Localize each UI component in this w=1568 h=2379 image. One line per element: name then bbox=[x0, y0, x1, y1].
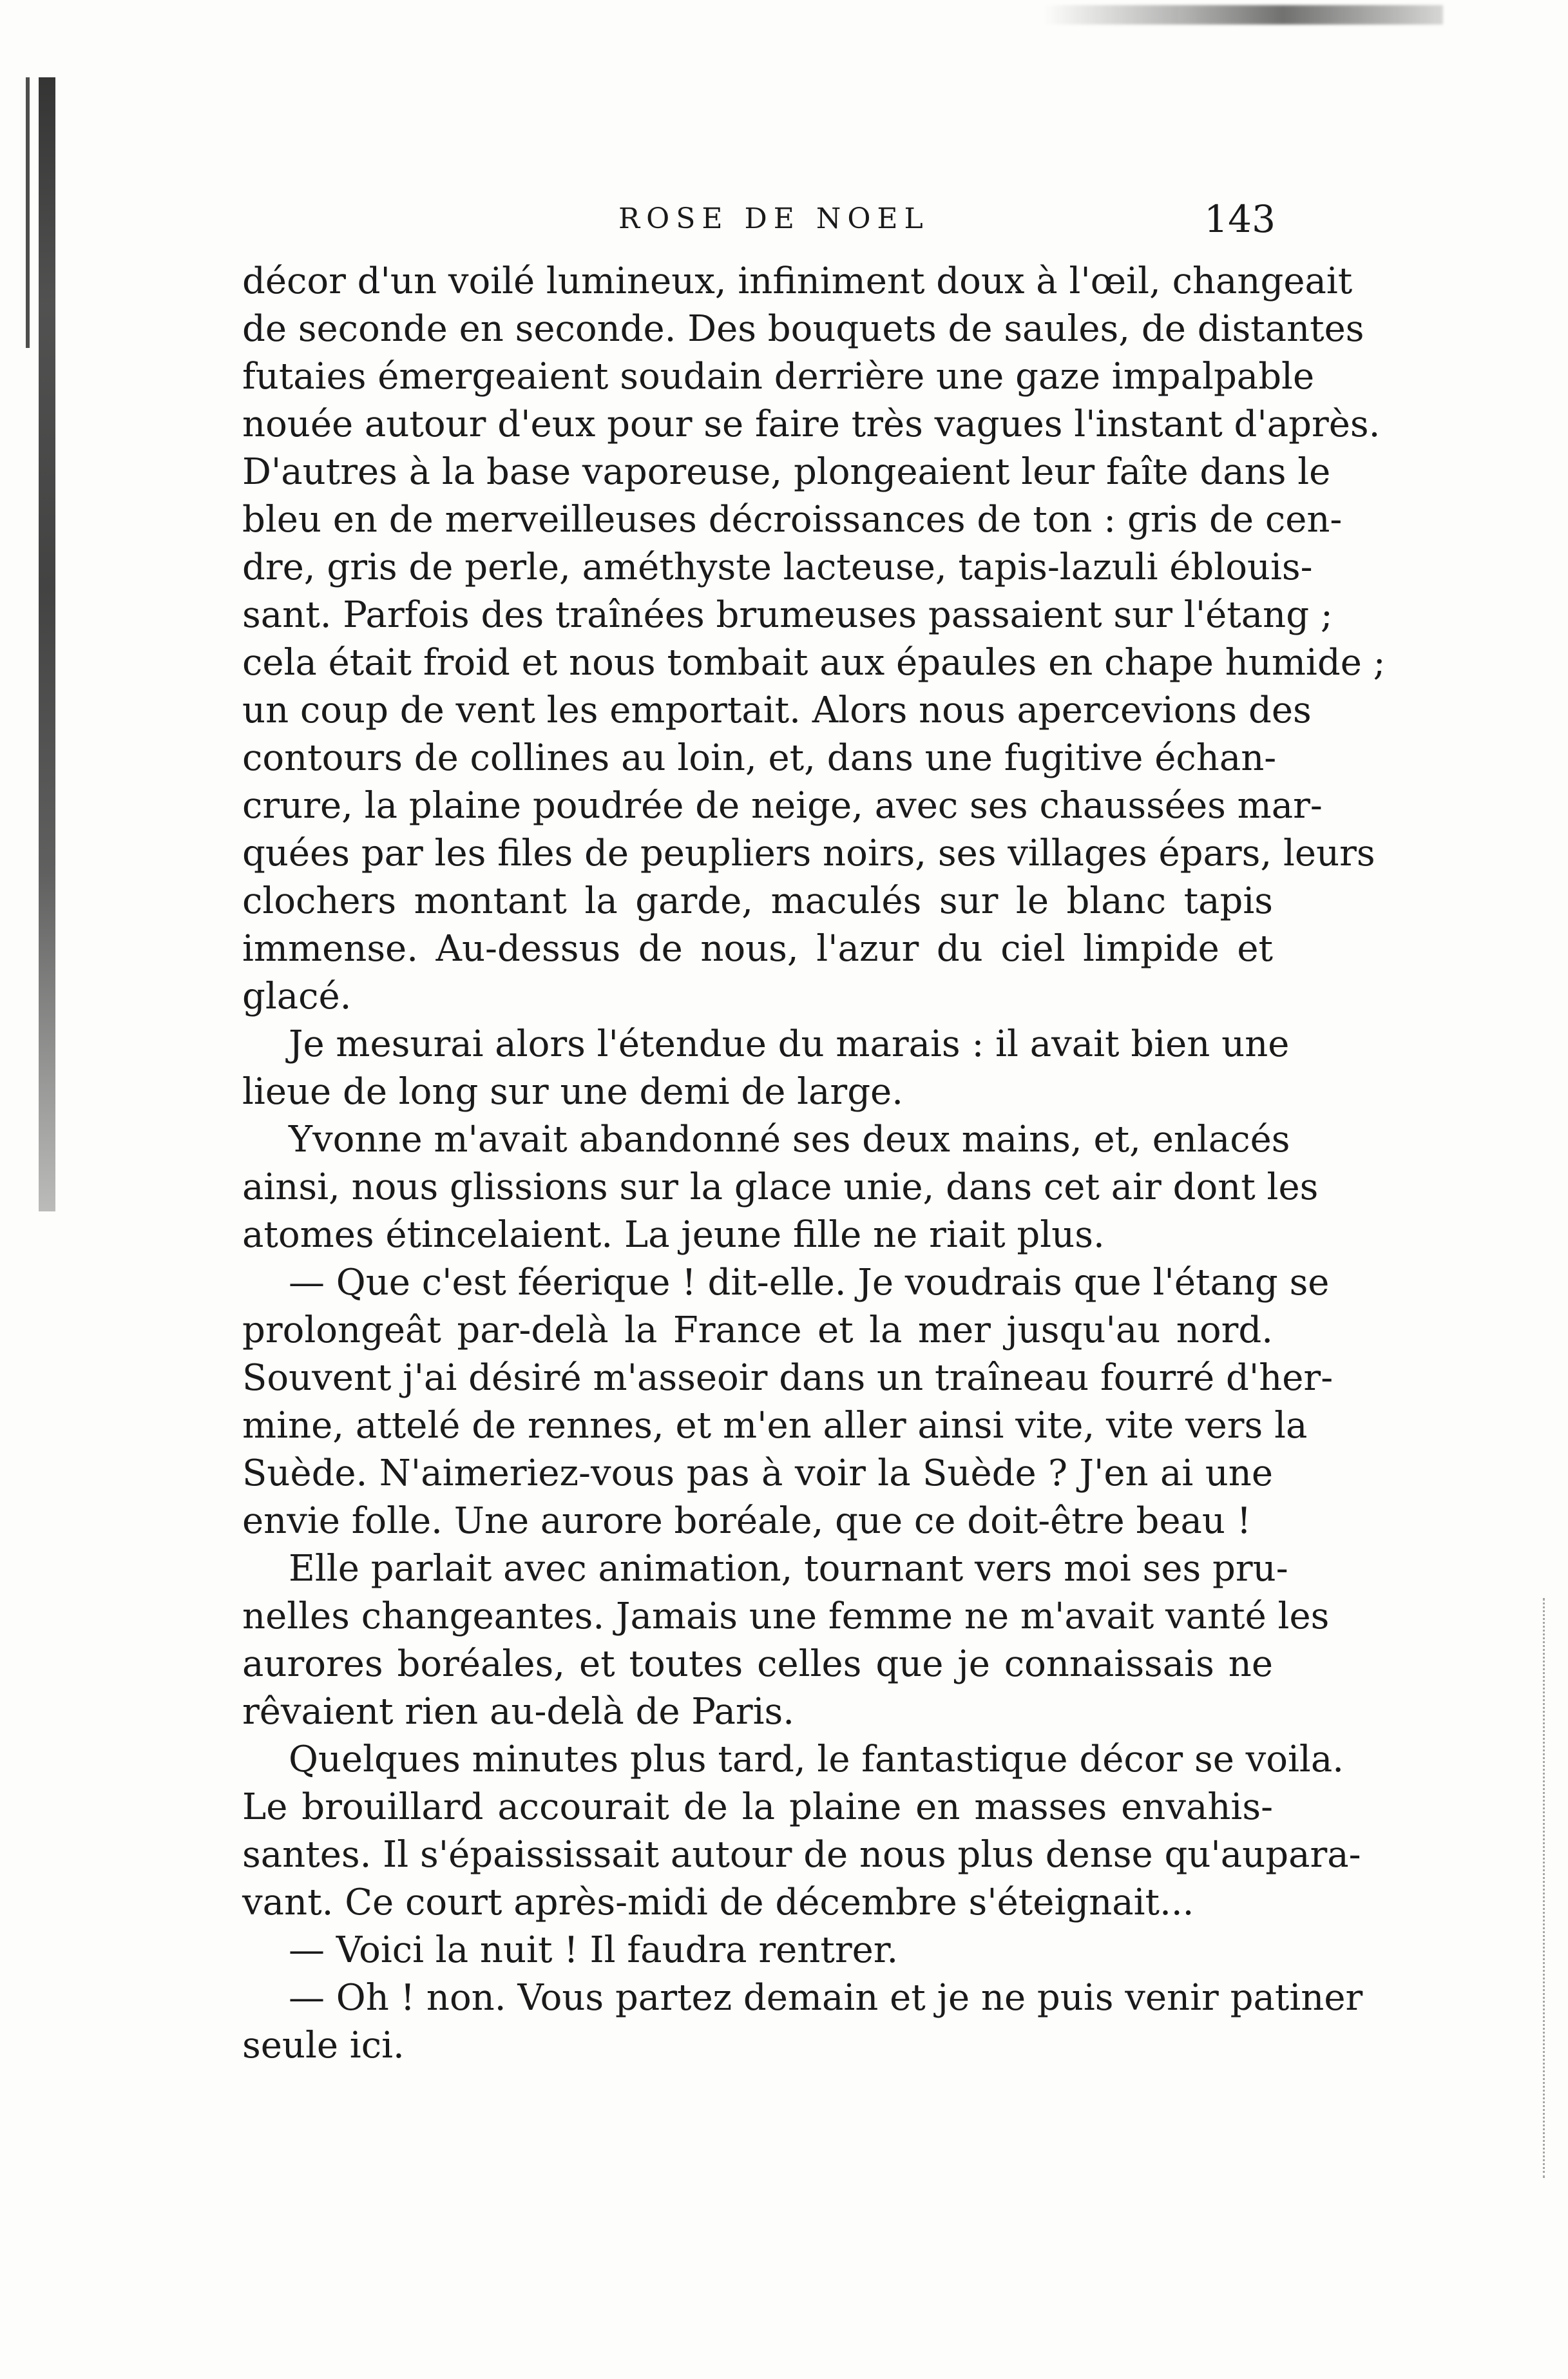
binding-shadow bbox=[39, 77, 55, 1211]
text-line: mine, attelé de rennes, et m'en aller ainsi vite, vite vers la bbox=[242, 1405, 1308, 1447]
text-line: seule ici. bbox=[242, 2025, 405, 2066]
text-line: nouée autour d'eux pour se faire très vagues l'instant d'après. bbox=[242, 403, 1381, 445]
text-line: rêvaient rien au-delà de Paris. bbox=[242, 1691, 795, 1733]
text-line: un coup de vent les emportait. Alors nous apercevions des bbox=[242, 689, 1312, 731]
text-line: glacé. bbox=[242, 976, 352, 1017]
text-line: Souvent j'ai désiré m'asseoir dans un traîneau fourré d'her- bbox=[242, 1357, 1334, 1399]
text-line: Le brouillard accourait de la plaine en masses envahis- bbox=[242, 1786, 1273, 1828]
text-line: crure, la plaine poudrée de neige, avec ses chaussées mar- bbox=[242, 785, 1323, 827]
text-line: ainsi, nous glissions sur la glace unie, dans cet air dont les bbox=[242, 1166, 1319, 1208]
text-line: santes. Il s'épaississait autour de nous plus dense qu'aupara- bbox=[242, 1834, 1361, 1876]
text-line: aurores boréales, et toutes celles que je connaissais ne bbox=[242, 1643, 1273, 1685]
text-line: nelles changeantes. Jamais une femme ne m'avait vanté les bbox=[242, 1595, 1330, 1637]
text-line: clochers montant la garde, maculés sur le blanc tapis bbox=[242, 880, 1273, 922]
text-line: immense. Au-dessus de nous, l'azur du ciel limpide et bbox=[242, 928, 1273, 970]
page-number: 143 bbox=[1204, 197, 1276, 241]
text-line: quées par les files de peupliers noirs, ses villages épars, leurs bbox=[242, 833, 1375, 874]
text-line: cela était froid et nous tombait aux épaules en chape humide ; bbox=[242, 642, 1386, 684]
text-line: décor d'un voilé lumineux, infiniment doux à l'œil, changeait bbox=[242, 260, 1353, 302]
text-line: — Que c'est féerique ! dit-elle. Je voudrais que l'étang se bbox=[289, 1262, 1330, 1304]
text-line: D'autres à la base vaporeuse, plongeaient leur faîte dans le bbox=[242, 451, 1331, 493]
page-header bbox=[245, 197, 1276, 249]
binding-shadow-edge bbox=[26, 77, 30, 348]
text-line: futaies émergeaient soudain derrière une gaze impalpable bbox=[242, 356, 1315, 398]
text-line: Quelques minutes plus tard, le fantastique décor se voila. bbox=[289, 1738, 1344, 1780]
text-line: Je mesurai alors l'étendue du marais : il avait bien une bbox=[289, 1023, 1290, 1065]
text-line: dre, gris de perle, améthyste lacteuse, tapis-lazuli éblouis- bbox=[242, 546, 1313, 588]
scan-smudge bbox=[1044, 5, 1443, 24]
text-line: — Oh ! non. Vous partez demain et je ne puis venir patiner bbox=[289, 1977, 1363, 2019]
text-line: — Voici la nuit ! Il faudra rentrer. bbox=[289, 1929, 899, 1971]
text-line: Yvonne m'avait abandonné ses deux mains, et, enlacés bbox=[289, 1119, 1290, 1161]
text-line: envie folle. Une aurore boréale, que ce doit-être beau ! bbox=[242, 1500, 1252, 1542]
text-line: de seconde en seconde. Des bouquets de saules, de distantes bbox=[242, 308, 1364, 350]
text-line: vant. Ce court après-midi de décembre s'éteignait... bbox=[242, 1882, 1194, 1923]
running-title: ROSE DE NOEL bbox=[618, 202, 930, 235]
text-line: prolongeât par-delà la France et la mer jusqu'au nord. bbox=[242, 1309, 1273, 1351]
text-line: atomes étincelaient. La jeune fille ne riait plus. bbox=[242, 1214, 1105, 1256]
text-line: bleu en de merveilleuses décroissances de ton : gris de cen- bbox=[242, 499, 1343, 541]
text-line: contours de collines au loin, et, dans une fugitive échan- bbox=[242, 737, 1277, 779]
text-line: Suède. N'aimeriez-vous pas à voir la Suède ? J'en ai une bbox=[242, 1452, 1273, 1494]
body-text bbox=[242, 258, 1386, 2070]
text-line: sant. Parfois des traînées brumeuses passaient sur l'étang ; bbox=[242, 594, 1333, 636]
text-line: lieue de long sur une demi de large. bbox=[242, 1071, 903, 1113]
text-line: Elle parlait avec animation, tournant vers moi ses pru- bbox=[289, 1548, 1288, 1590]
scan-speckles bbox=[1539, 1598, 1545, 2178]
